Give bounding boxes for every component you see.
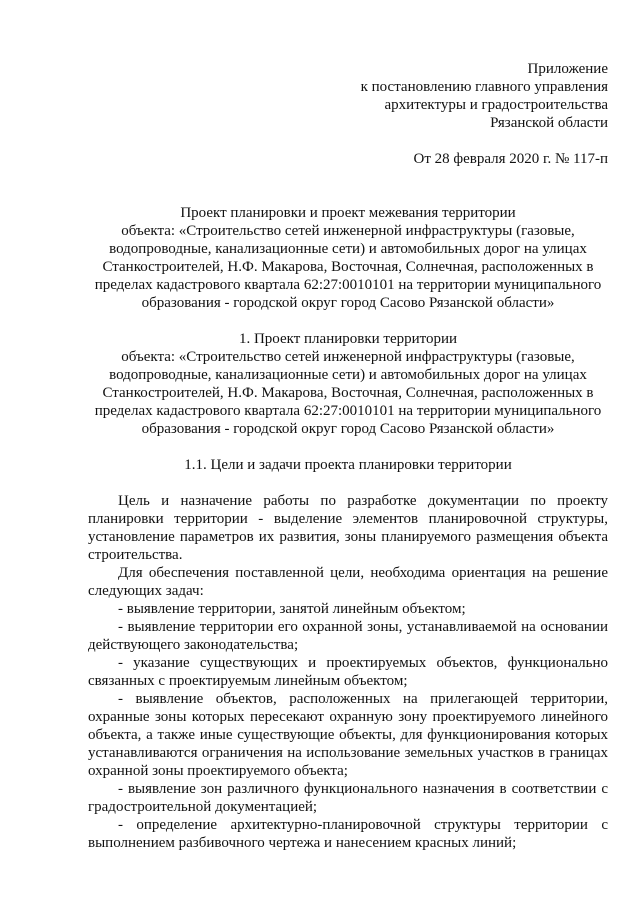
project-title-line: водопроводные, канализационные сети) и автомобильных дорог на улицах: [109, 241, 587, 257]
appendix-line: Приложение: [527, 61, 608, 77]
project-title-line: объекта: «Строительство сетей инженерной инфраструктуры (газовые,: [121, 223, 575, 239]
list-item: - выявление объектов, расположенных на прилегающей территории, охранные зоны которых пересекают охранную зону проектируемого линейного объекта, а также иные существующие объекты, для функционирования которых устанавливаются ограничения на использование земельных участков в границах охранной зоны проектируемого объекта;: [88, 691, 608, 779]
project-title-line: пределах кадастрового квартала 62:27:0010101 на территории муниципального: [94, 277, 602, 293]
appendix-line: к постановлению главного управления: [360, 79, 608, 95]
appendix-line: архитектуры и градостроительства: [384, 97, 608, 113]
list-item: - определение архитектурно-планировочной структуры территории с выполнением разбивочного чертежа и нанесением красных линий;: [88, 817, 608, 851]
project-title-line: Станкостроителей, Н.Ф. Макарова, Восточная, Солнечная, расположенных в: [102, 259, 594, 275]
subsection-title: 1.1. Цели и задачи проекта планировки территории: [184, 457, 512, 473]
body-text: [88, 492, 608, 852]
project-title-line: образования - городской округ город Сасово Рязанской области»: [141, 295, 555, 311]
section-title: [88, 330, 608, 438]
list-item: - выявление зон различного функционального назначения в соответствии с градостроительной документацией;: [88, 781, 608, 815]
paragraph: Для обеспечения поставленной цели, необходима ориентация на решение следующих задач:: [88, 565, 608, 599]
section-title-line: водопроводные, канализационные сети) и автомобильных дорог на улицах: [109, 367, 587, 383]
list-item: - выявление территории его охранной зоны, устанавливаемой на основании действующего законодательства;: [88, 619, 608, 653]
paragraph: Цель и назначение работы по разработке документации по проекту планировки территории - выделение элементов планировочной структуры, установление параметров их развития, зоны планируемого размещения объекта строительства.: [88, 493, 608, 563]
section-title-line: 1. Проект планировки территории: [238, 331, 458, 347]
list-item: - выявление территории, занятой линейным объектом;: [118, 601, 466, 617]
appendix-line: Рязанской области: [490, 115, 608, 131]
section-title-line: пределах кадастрового квартала 62:27:0010101 на территории муниципального: [94, 403, 602, 419]
section-title-line: Станкостроителей, Н.Ф. Макарова, Восточная, Солнечная, расположенных в: [102, 385, 594, 401]
appendix-header: [88, 60, 608, 168]
section-title-line: объекта: «Строительство сетей инженерной инфраструктуры (газовые,: [121, 349, 575, 365]
list-item: - указание существующих и проектируемых объектов, функционально связанных с проектируемым линейным объектом;: [88, 655, 608, 689]
section-title-line: образования - городской округ город Сасово Рязанской области»: [141, 421, 555, 437]
project-title: [88, 204, 608, 312]
project-title-line: Проект планировки и проект межевания территории: [180, 205, 516, 221]
appendix-date: От 28 февраля 2020 г. № 117-п: [413, 151, 608, 167]
